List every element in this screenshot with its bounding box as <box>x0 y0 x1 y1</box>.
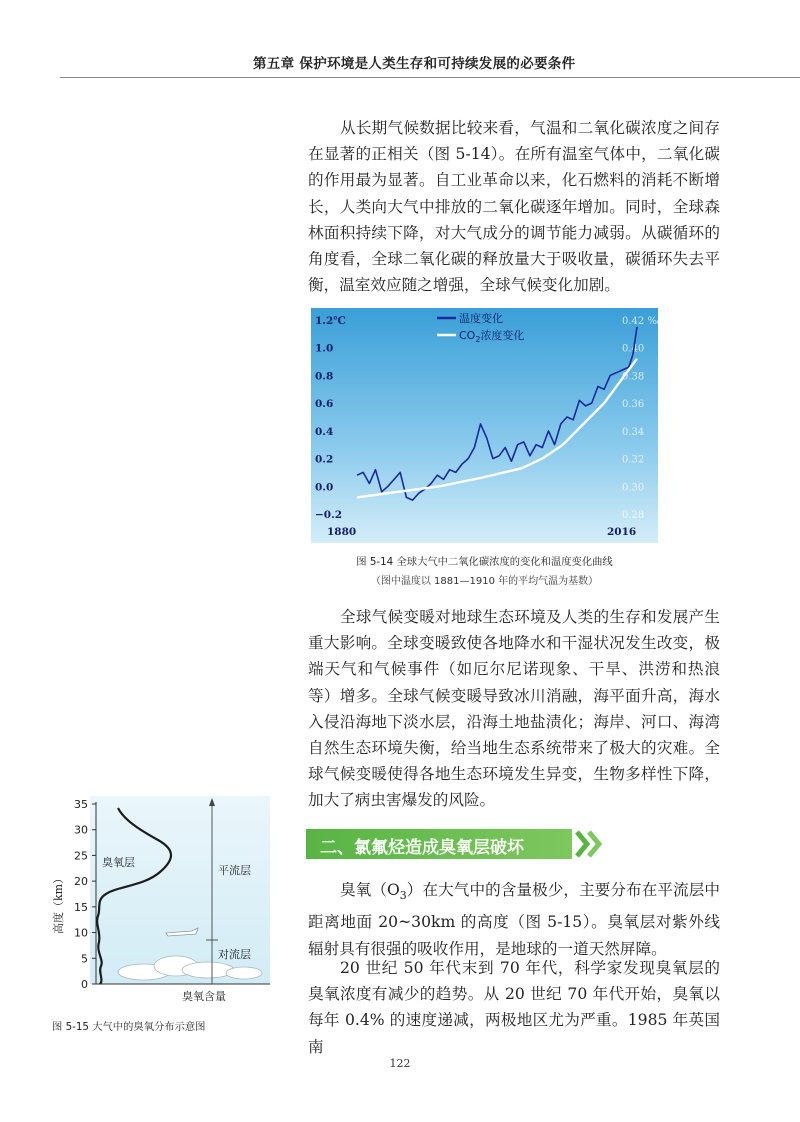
figure-5-14-caption: 图 5-14 全球大气中二氧化碳浓度的变化和温度变化曲线 <box>356 556 613 568</box>
ozone-tick-label: 20 <box>74 875 88 889</box>
chart-background <box>311 308 658 543</box>
right-tick-label: 0.32 <box>622 454 645 466</box>
right-tick-label: 0.40 <box>622 343 645 355</box>
left-tick-label: 0.6 <box>315 398 334 411</box>
left-tick-label: 0.2 <box>315 453 334 466</box>
ozone-tick-label: 5 <box>81 952 88 966</box>
ozone-tick-label: 0 <box>81 978 88 991</box>
header-rule <box>60 77 800 78</box>
paragraph-ozone-intro: 臭氧$(O_3)$在大气中的含量极少，主要分布在平流层中距离地面 20~30km 的高度（图 5-15）。臭氧层对紫外线辐射具有很强的吸收作用，是地球的一道天然屏障。 <box>308 881 720 958</box>
right-tick-label: 0.34 <box>622 426 645 438</box>
ozone-tick-label: 35 <box>74 798 88 811</box>
right-tick-label: 0.38 <box>622 371 645 383</box>
left-tick-label: 0.0 <box>315 481 334 494</box>
right-tick-label: 0.36 <box>622 399 645 411</box>
temperature-co2-chart <box>311 308 658 543</box>
x-tick-start: 1880 <box>327 526 357 538</box>
figure-5-14 <box>311 308 658 543</box>
paragraph-warming-impacts: 全球气候变暖对地球生态环境及人类的生存和发展产生重大影响。全球变暖致使各地降水和干湿状况发生改变，极端天气和气候事件（如厄尔尼诺现象、干旱、洪涝和热浪等）增多。全球气候变暖导致冰川消融，海平面升高，海水入侵沿海地下淡水层，沿海土地盐渍化；海岸、河口、海湾自然生态环境失衡，给当地生态系统带来了极大的灾难。全球气候变暖使得各地生态环境发生异变，生物多样性下降，加大了病虫害爆发的风险。 <box>308 608 720 810</box>
label-troposphere: 对流层 <box>218 948 251 961</box>
left-tick-label: 1.2℃ <box>315 315 346 327</box>
chapter-title: 第五章 保护环境是人类生存和可持续发展的必要条件 <box>253 56 576 72</box>
left-tick-label: −0.2 <box>315 509 343 521</box>
page-number: 122 <box>389 1057 411 1070</box>
x-axis-label: 臭氧含量 <box>182 990 226 1003</box>
double-chevron-icon <box>574 827 608 861</box>
page-header <box>0 38 800 92</box>
right-tick-label: 0.28 <box>622 510 645 521</box>
ozone-distribution-diagram <box>48 790 274 1012</box>
paragraph-ozone-decline: 20 世纪 50 年代末到 70 年代，科学家发现臭氧层的臭氧浓度有减少的趋势。从 20 世纪 70 年代开始，臭氧以每年 0.4% 的速度递减，两极地区尤为严重。1985 年英国南 <box>308 959 720 1056</box>
right-tick-label: 0.30 <box>622 482 645 494</box>
left-tick-label: 0.4 <box>315 425 334 438</box>
legend-co2-label: $CO_2$浓度变化 <box>459 329 525 344</box>
ozone-tick-label: 30 <box>74 823 88 837</box>
section-banner <box>306 827 606 861</box>
label-ozone-layer: 臭氧层 <box>102 856 135 869</box>
right-tick-label: 0.42 ‰ <box>622 316 658 327</box>
label-stratosphere: 平流层 <box>218 864 251 877</box>
figure-5-15 <box>48 790 274 1012</box>
ozone-tick-label: 25 <box>74 849 88 863</box>
section-title: 二、氯氟烃造成臭氧层破坏 <box>320 838 524 858</box>
ozone-tick-label: 15 <box>74 900 88 914</box>
figure-5-14-note: （图中温度以 1881—1910 年的平均气温为基数） <box>370 576 599 587</box>
left-tick-label: 0.8 <box>315 370 334 383</box>
ozone-tick-label: 10 <box>74 926 88 940</box>
x-tick-end: 2016 <box>607 526 637 538</box>
y-axis-label: 高度（km） <box>52 872 65 934</box>
legend-temp-label: 温度变化 <box>459 312 503 325</box>
left-tick-label: 1.0 <box>315 342 334 355</box>
paragraph-co2-correlation: 从长期气候数据比较来看，气温和二氧化碳浓度之间存在显著的正相关（图 5-14）。在所有温室气体中，二氧化碳的作用最为显著。自工业革命以来，化石燃料的消耗不断增长，人类向大气中排放的二氧化碳逐年增加。同时，全球森林面积持续下降，对大气成分的调节能力减弱。从碳循环的角度看，全球二氧化碳的释放量大于吸收量，碳循环失去平衡，温室效应随之增强，全球气候变化加剧。 <box>308 119 720 295</box>
figure-5-15-caption: 图 5-15 大气中的臭氧分布示意图 <box>52 1021 206 1033</box>
